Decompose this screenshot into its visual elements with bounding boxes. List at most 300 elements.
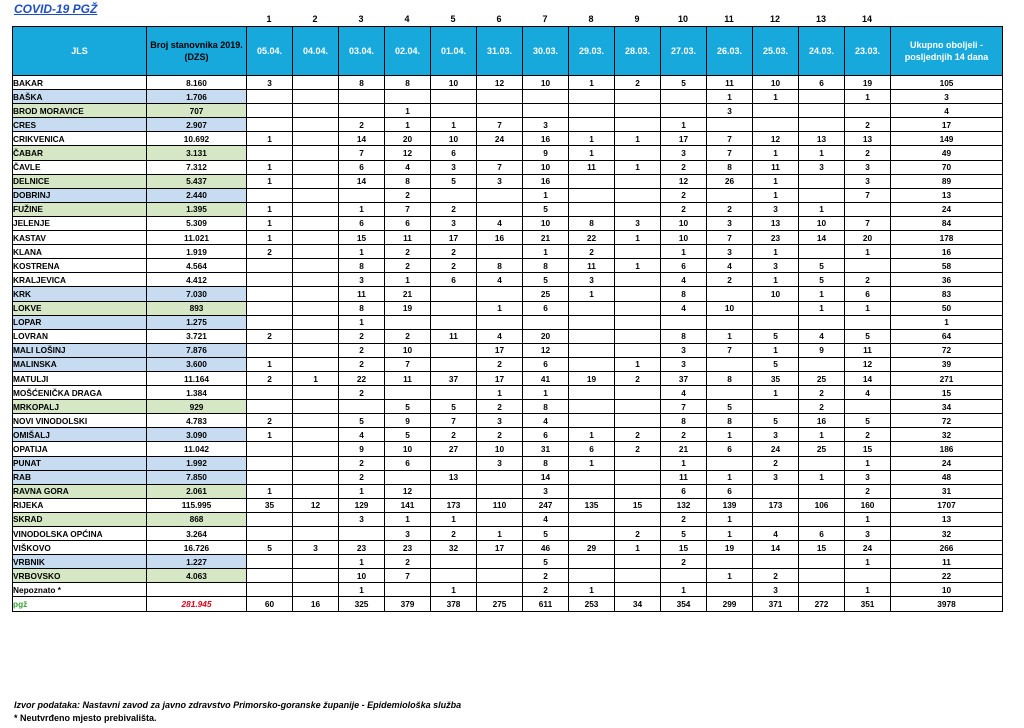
case-count-cell: 11 [339,287,385,301]
case-count-cell: 22 [569,231,615,245]
case-count-cell: 8 [523,456,569,470]
case-count-cell: 1 [247,174,293,188]
case-count-cell: 6 [569,442,615,456]
case-count-cell [753,555,799,569]
case-count-cell: 29 [569,541,615,555]
municipality-name: LOKVE [13,301,147,315]
case-count-cell: 7 [707,146,753,160]
case-count-cell: 4 [477,273,523,287]
case-count-cell [247,104,293,118]
case-count-cell: 1 [523,245,569,259]
case-count-cell: 1 [707,527,753,541]
case-count-cell [293,146,339,160]
case-count-cell [339,527,385,541]
case-count-cell [293,484,339,498]
case-count-cell: 1 [569,76,615,90]
case-count-cell: 4 [661,386,707,400]
column-number: 11 [724,14,734,24]
case-count-cell: 25 [799,442,845,456]
case-count-cell: 3 [477,456,523,470]
total-cell: 178 [891,231,1003,245]
municipality-name: VIŠKOVO [13,541,147,555]
population-cell: 5.437 [147,174,247,188]
case-count-cell: 1 [707,470,753,484]
case-count-cell: 1 [339,555,385,569]
case-count-cell [293,428,339,442]
case-count-cell [523,90,569,104]
case-count-cell [339,90,385,104]
total-cell: 271 [891,371,1003,385]
case-count-cell: 3 [707,245,753,259]
case-count-cell: 8 [339,76,385,90]
case-count-cell: 2 [753,569,799,583]
table-row [13,386,1003,400]
case-count-cell [339,104,385,118]
table-row [13,104,1003,118]
header-date: 03.04. [339,27,385,76]
population-cell: 4.564 [147,259,247,273]
case-count-cell: 5 [385,400,431,414]
case-count-cell [799,555,845,569]
case-count-cell: 3 [753,202,799,216]
table-row [13,470,1003,484]
case-count-cell: 8 [661,329,707,343]
case-count-cell [569,202,615,216]
case-count-cell: 7 [845,188,891,202]
case-count-cell: 6 [523,357,569,371]
table-row [13,174,1003,188]
case-count-cell: 3 [845,470,891,484]
case-count-cell: 7 [477,160,523,174]
case-count-cell: 10 [661,231,707,245]
case-count-cell [477,555,523,569]
case-count-cell: 2 [385,329,431,343]
municipality-name: VRBNIK [13,555,147,569]
case-count-cell: 1 [845,583,891,597]
case-count-cell: 5 [753,329,799,343]
case-count-cell [707,357,753,371]
table-row [13,301,1003,315]
column-number: 10 [677,14,688,24]
case-count-cell: 12 [753,132,799,146]
header-date: 29.03. [569,27,615,76]
case-count-cell: 3 [431,160,477,174]
total-cell: 105 [891,76,1003,90]
case-count-cell: 10 [523,76,569,90]
case-count-cell: 5 [385,428,431,442]
case-count-cell [477,188,523,202]
case-count-cell: 5 [799,273,845,287]
population-cell: 1.384 [147,386,247,400]
case-count-cell: 1 [477,527,523,541]
population-cell: 7.876 [147,343,247,357]
case-count-cell: 1 [753,386,799,400]
population-cell: 3.131 [147,146,247,160]
case-count-cell: 5 [523,527,569,541]
case-count-cell: 2 [661,202,707,216]
case-count-cell: 1 [247,202,293,216]
case-count-cell [477,104,523,118]
case-count-cell [293,357,339,371]
case-count-cell: 1 [569,583,615,597]
case-count-cell: 5 [753,357,799,371]
case-count-cell: 3 [707,216,753,230]
table-row [13,371,1003,385]
case-count-cell [431,484,477,498]
case-count-cell [293,104,339,118]
case-count-cell: 6 [385,216,431,230]
case-count-cell [615,315,661,329]
municipality-name: Nepoznato * [13,583,147,597]
case-count-cell: 2 [661,512,707,526]
case-count-cell: 2 [753,456,799,470]
daily-total-cell: 275 [477,597,523,612]
population-cell: 893 [147,301,247,315]
case-count-cell [431,343,477,357]
case-count-cell: 2 [845,146,891,160]
case-count-cell: 3 [845,160,891,174]
total-cell: 13 [891,512,1003,526]
population-cell: 11.021 [147,231,247,245]
municipality-name: CRES [13,118,147,132]
case-count-cell: 2 [339,118,385,132]
population-cell: 4.783 [147,414,247,428]
case-count-cell [293,301,339,315]
case-count-cell: 13 [799,132,845,146]
case-count-cell [753,400,799,414]
population-cell: 3.264 [147,527,247,541]
case-count-cell: 3 [385,527,431,541]
case-count-cell [569,386,615,400]
case-count-cell: 26 [707,174,753,188]
population-cell: 2.061 [147,484,247,498]
case-count-cell: 5 [799,259,845,273]
total-cell: 48 [891,470,1003,484]
case-count-cell [661,90,707,104]
table-row [13,90,1003,104]
case-count-cell [707,188,753,202]
case-count-cell: 8 [661,414,707,428]
case-count-cell: 41 [523,371,569,385]
case-count-cell: 1 [661,583,707,597]
case-count-cell [431,104,477,118]
table-row [13,357,1003,371]
case-count-cell: 141 [385,498,431,512]
case-count-cell: 1 [247,231,293,245]
case-count-cell: 25 [799,371,845,385]
case-count-cell: 35 [753,371,799,385]
table-row [13,132,1003,146]
municipality-name: CRIKVENICA [13,132,147,146]
case-count-cell: 1 [385,512,431,526]
population-cell: 7.312 [147,160,247,174]
case-count-cell [293,231,339,245]
case-count-cell: 2 [845,484,891,498]
case-count-cell [753,104,799,118]
case-count-cell [431,301,477,315]
case-count-cell: 4 [753,527,799,541]
case-count-cell [615,118,661,132]
total-cell: 72 [891,343,1003,357]
case-count-cell [247,442,293,456]
case-count-cell [707,118,753,132]
case-count-cell: 2 [385,555,431,569]
case-count-cell [247,456,293,470]
case-count-cell: 129 [339,498,385,512]
case-count-cell: 9 [523,146,569,160]
case-count-cell: 1 [385,118,431,132]
case-count-cell: 6 [845,287,891,301]
case-count-cell [707,583,753,597]
case-count-cell [247,146,293,160]
table-row [13,146,1003,160]
municipality-name: ČABAR [13,146,147,160]
case-count-cell: 2 [431,259,477,273]
case-count-cell: 5 [845,414,891,428]
header-row [13,27,1003,76]
case-count-cell: 3 [845,174,891,188]
municipality-name: NOVI VINODOLSKI [13,414,147,428]
municipality-name: DOBRINJ [13,188,147,202]
case-count-cell: 1 [247,428,293,442]
population-cell: 7.850 [147,470,247,484]
case-count-cell: 15 [615,498,661,512]
case-count-cell: 1 [753,174,799,188]
case-count-cell [799,484,845,498]
case-count-cell [293,90,339,104]
case-count-cell: 1 [799,428,845,442]
case-count-cell: 24 [845,541,891,555]
case-count-cell: 106 [799,498,845,512]
case-count-cell [569,118,615,132]
case-count-cell: 13 [431,470,477,484]
daily-total-cell: 354 [661,597,707,612]
case-count-cell: 20 [845,231,891,245]
municipality-name: LOPAR [13,315,147,329]
case-count-cell: 1 [569,428,615,442]
case-count-cell: 19 [385,301,431,315]
case-count-cell: 1 [707,512,753,526]
case-count-cell: 9 [385,414,431,428]
case-count-cell [615,583,661,597]
case-count-cell [247,118,293,132]
case-count-cell: 14 [753,541,799,555]
case-count-cell: 10 [385,343,431,357]
population-cell: 8.160 [147,76,247,90]
case-count-cell: 4 [799,329,845,343]
case-count-cell [615,188,661,202]
case-count-cell: 21 [385,287,431,301]
case-count-cell: 1 [339,315,385,329]
municipality-name: OPATIJA [13,442,147,456]
case-count-cell: 11 [569,160,615,174]
daily-total-cell: 60 [247,597,293,612]
municipality-name: FUŽINE [13,202,147,216]
case-count-cell [615,174,661,188]
case-count-cell: 1 [431,118,477,132]
column-number: 13 [815,14,826,24]
case-count-cell [569,470,615,484]
case-count-cell [293,160,339,174]
case-count-cell [845,259,891,273]
case-count-cell: 10 [661,216,707,230]
case-count-cell [569,188,615,202]
case-count-cell [339,400,385,414]
total-cell: 50 [891,301,1003,315]
case-count-cell: 1 [615,231,661,245]
case-count-cell: 2 [707,273,753,287]
case-count-cell: 4 [845,386,891,400]
case-count-cell: 3 [339,273,385,287]
table-row [13,414,1003,428]
case-count-cell: 1 [523,188,569,202]
population-cell: 7.030 [147,287,247,301]
municipality-name: BROD MORAVICE [13,104,147,118]
case-count-cell: 8 [707,160,753,174]
population-cell: 11.164 [147,371,247,385]
case-count-cell: 17 [661,132,707,146]
case-count-cell [431,287,477,301]
case-count-cell [799,315,845,329]
case-count-cell [293,259,339,273]
case-count-cell [707,386,753,400]
case-count-cell: 27 [431,442,477,456]
case-count-cell [431,555,477,569]
case-count-cell: 4 [385,160,431,174]
total-cell: 83 [891,287,1003,301]
total-cell: 3 [891,90,1003,104]
case-count-cell: 16 [799,414,845,428]
municipality-name: MRKOPALJ [13,400,147,414]
case-count-cell: 2 [845,118,891,132]
case-count-cell: 20 [385,132,431,146]
case-count-cell: 10 [523,216,569,230]
case-count-cell: 14 [339,132,385,146]
population-cell: 1.227 [147,555,247,569]
case-count-cell [477,146,523,160]
case-count-cell: 1 [753,273,799,287]
case-count-cell [247,400,293,414]
case-count-cell: 1 [569,132,615,146]
case-count-cell: 2 [615,371,661,385]
case-count-cell [569,104,615,118]
case-count-cell: 8 [385,174,431,188]
total-cell: 24 [891,202,1003,216]
case-count-cell: 12 [523,343,569,357]
case-count-cell: 10 [523,160,569,174]
case-count-cell [247,569,293,583]
header-date: 05.04. [247,27,293,76]
case-count-cell: 5 [661,527,707,541]
case-count-cell: 1 [799,202,845,216]
case-count-cell [247,583,293,597]
case-count-cell: 20 [523,329,569,343]
municipality-name: MALI LOŠINJ [13,343,147,357]
case-count-cell: 14 [845,371,891,385]
case-count-cell [293,174,339,188]
table-row [13,400,1003,414]
case-count-cell: 11 [661,470,707,484]
case-count-cell: 2 [477,428,523,442]
daily-total-cell: 16 [293,597,339,612]
case-count-cell [569,400,615,414]
case-count-cell: 6 [523,428,569,442]
case-count-cell [707,456,753,470]
case-count-cell [615,245,661,259]
case-count-cell [477,512,523,526]
case-count-cell: 17 [477,343,523,357]
case-count-cell [615,555,661,569]
population-cell: 11.042 [147,442,247,456]
case-count-cell [247,273,293,287]
case-count-cell: 12 [845,357,891,371]
case-count-cell [477,245,523,259]
case-count-cell: 2 [615,76,661,90]
case-count-cell [569,315,615,329]
case-count-cell: 16 [523,174,569,188]
case-count-cell: 1 [569,287,615,301]
case-count-cell: 2 [431,245,477,259]
case-count-cell: 11 [753,160,799,174]
population-cell: 115.995 [147,498,247,512]
case-count-cell: 3 [753,259,799,273]
municipality-name: RAVNA GORA [13,484,147,498]
case-count-cell [293,118,339,132]
case-count-cell [385,315,431,329]
case-count-cell: 46 [523,541,569,555]
case-count-cell [477,569,523,583]
header-date: 30.03. [523,27,569,76]
header-population: Broj stanovnika 2019. (DZS) [147,27,247,76]
case-count-cell: 16 [523,132,569,146]
case-count-cell: 7 [707,343,753,357]
case-count-cell: 8 [707,371,753,385]
case-count-cell: 7 [385,202,431,216]
table-row [13,512,1003,526]
total-cell: 49 [891,146,1003,160]
case-count-cell [293,400,339,414]
case-count-cell: 2 [477,357,523,371]
case-count-cell [293,132,339,146]
case-count-cell [293,569,339,583]
source-note: Izvor podataka: Nastavni zavod za javno zdravstvo Primorsko-goranske županije - Epidemiološka služba [14,700,462,710]
case-count-cell [615,400,661,414]
case-count-cell: 2 [845,273,891,287]
header-date: 04.04. [293,27,339,76]
case-count-cell: 5 [523,555,569,569]
case-count-cell [799,188,845,202]
case-count-cell: 7 [707,231,753,245]
total-cell: 17 [891,118,1003,132]
case-count-cell: 2 [799,386,845,400]
case-count-cell: 2 [247,329,293,343]
total-cell: 34 [891,400,1003,414]
case-count-cell [293,216,339,230]
daily-total-cell: 351 [845,597,891,612]
total-cell: 70 [891,160,1003,174]
case-count-cell: 12 [477,76,523,90]
municipality-name: RAB [13,470,147,484]
case-count-cell: 6 [661,484,707,498]
table-row [13,498,1003,512]
case-count-cell: 1 [753,245,799,259]
case-count-cell [615,343,661,357]
case-count-cell: 4 [707,259,753,273]
case-count-cell [293,456,339,470]
population-cell: 4.063 [147,569,247,583]
total-cell: 24 [891,456,1003,470]
covid-table [12,26,1003,612]
